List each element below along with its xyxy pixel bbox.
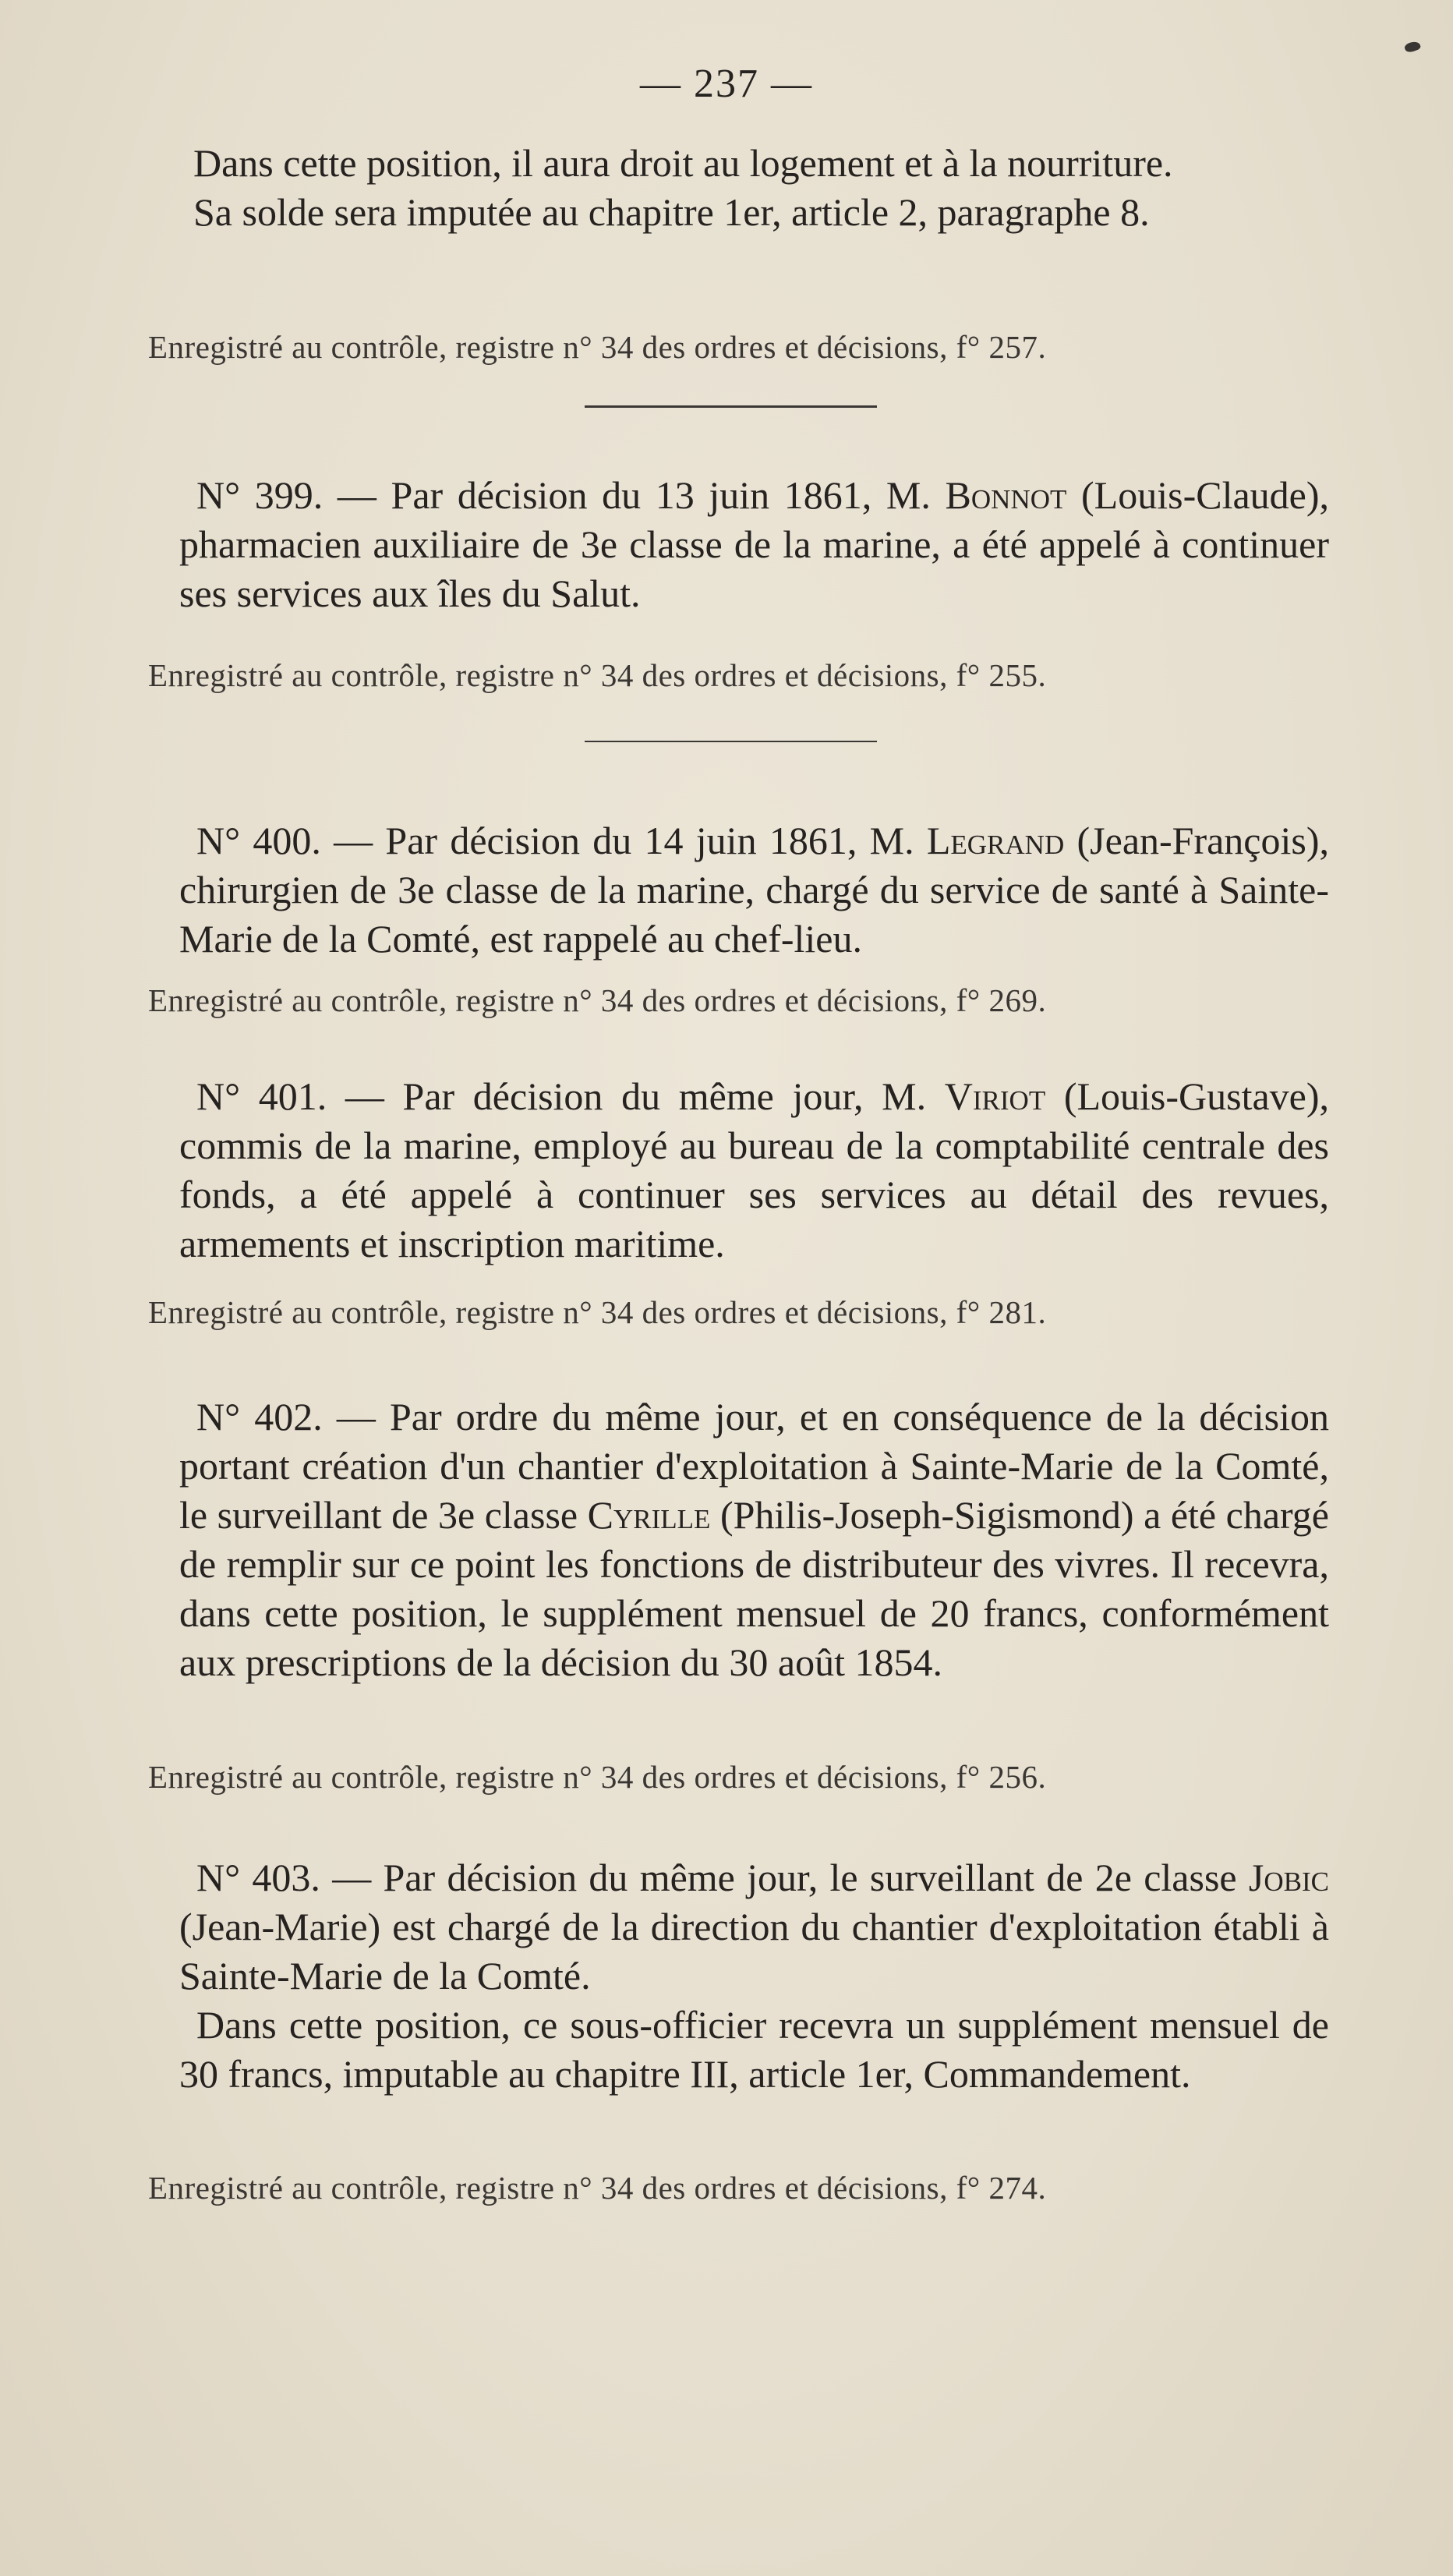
- continuation-text: [179, 139, 1329, 237]
- entry-lead: — Par ordre du même jour, et en conséquence de la décision portant création d'un chantier d'exploitation à Sainte-Marie de la Comté, le surveillant de 3e classe: [179, 1395, 1330, 1537]
- person-name: Viriot: [944, 1074, 1046, 1118]
- registration-note: Enregistré au contrôle, registre n° 34 des ordres et décisions, f° 255.: [148, 657, 1047, 693]
- page-number: — 237 —: [640, 62, 813, 106]
- paragraph: Dans cette position, il aura droit au logement et à la nourriture.: [193, 141, 1173, 185]
- entry-number: N° 401.: [196, 1074, 327, 1118]
- entry-403: [179, 1853, 1329, 2099]
- person-name: Bonnot: [945, 473, 1067, 517]
- divider: [585, 741, 877, 742]
- divider: [585, 405, 877, 408]
- entry-401: [179, 1072, 1329, 1269]
- entry-lead: — Par décision du 14 juin 1861, M.: [334, 819, 914, 862]
- registration-note: Enregistré au contrôle, registre n° 34 des ordres et décisions, f° 256.: [148, 1759, 1047, 1795]
- entry-400: [179, 816, 1329, 964]
- entry-lead: — Par décision du même jour, M.: [345, 1074, 927, 1118]
- entry-text: (Louis-Claude), pharmacien auxiliaire de 3e classe de la marine, a été appelé à continuer ses services aux îles du Salut.: [179, 473, 1329, 615]
- entry-text: (Philis-Joseph-Sigismond) a été chargé de remplir sur ce point les fonctions de distributeur des vivres. Il recevra, dans cette position, le supplément mensuel de 20 francs, conformément aux prescriptions de la décision du 30 août 1854.: [179, 1493, 1329, 1684]
- paragraph: Sa solde sera imputée au chapitre 1er, article 2, paragraphe 8.: [193, 190, 1150, 234]
- entry-text: (Jean-François), chirurgien de 3e classe de la marine, chargé du service de santé à Sainte-Marie de la Comté, est rappelé au chef-lieu.: [179, 819, 1330, 961]
- person-name: Jobic: [1248, 1856, 1330, 1899]
- paragraph: Dans cette position, ce sous-officier recevra un supplément mensuel de 30 francs, imputable au chapitre III, article 1er, Commandement.: [179, 2003, 1329, 2096]
- entry-number: N° 400.: [196, 819, 321, 862]
- entry-399: [179, 471, 1329, 618]
- ink-mark: [1404, 40, 1422, 54]
- entry-number: N° 402.: [196, 1395, 323, 1438]
- entry-number: N° 403.: [196, 1856, 320, 1899]
- person-name: Cyrille: [587, 1493, 711, 1537]
- person-name: Legrand: [926, 819, 1065, 862]
- entry-number: N° 399.: [196, 473, 323, 517]
- registration-note: Enregistré au contrôle, registre n° 34 des ordres et décisions, f° 274.: [148, 2170, 1047, 2206]
- entry-text: (Jean-Marie) est chargé de la direction du chantier d'exploitation établi à Sainte-Marie de la Comté.: [179, 1905, 1329, 1997]
- registration-note: Enregistré au contrôle, registre n° 34 des ordres et décisions, f° 269.: [148, 982, 1047, 1018]
- registration-note: Enregistré au contrôle, registre n° 34 des ordres et décisions, f° 281.: [148, 1294, 1047, 1330]
- entry-lead: — Par décision du 13 juin 1861, M.: [337, 473, 931, 517]
- entry-402: [179, 1392, 1329, 1687]
- entry-lead: — Par décision du même jour, le surveillant de 2e classe: [332, 1856, 1237, 1899]
- entry-text: (Louis-Gustave), commis de la marine, employé au bureau de la comptabilité centrale des fonds, a été appelé à continuer ses services au détail des revues, armements et inscription maritime.: [179, 1074, 1330, 1265]
- registration-note: Enregistré au contrôle, registre n° 34 des ordres et décisions, f° 257.: [148, 329, 1047, 365]
